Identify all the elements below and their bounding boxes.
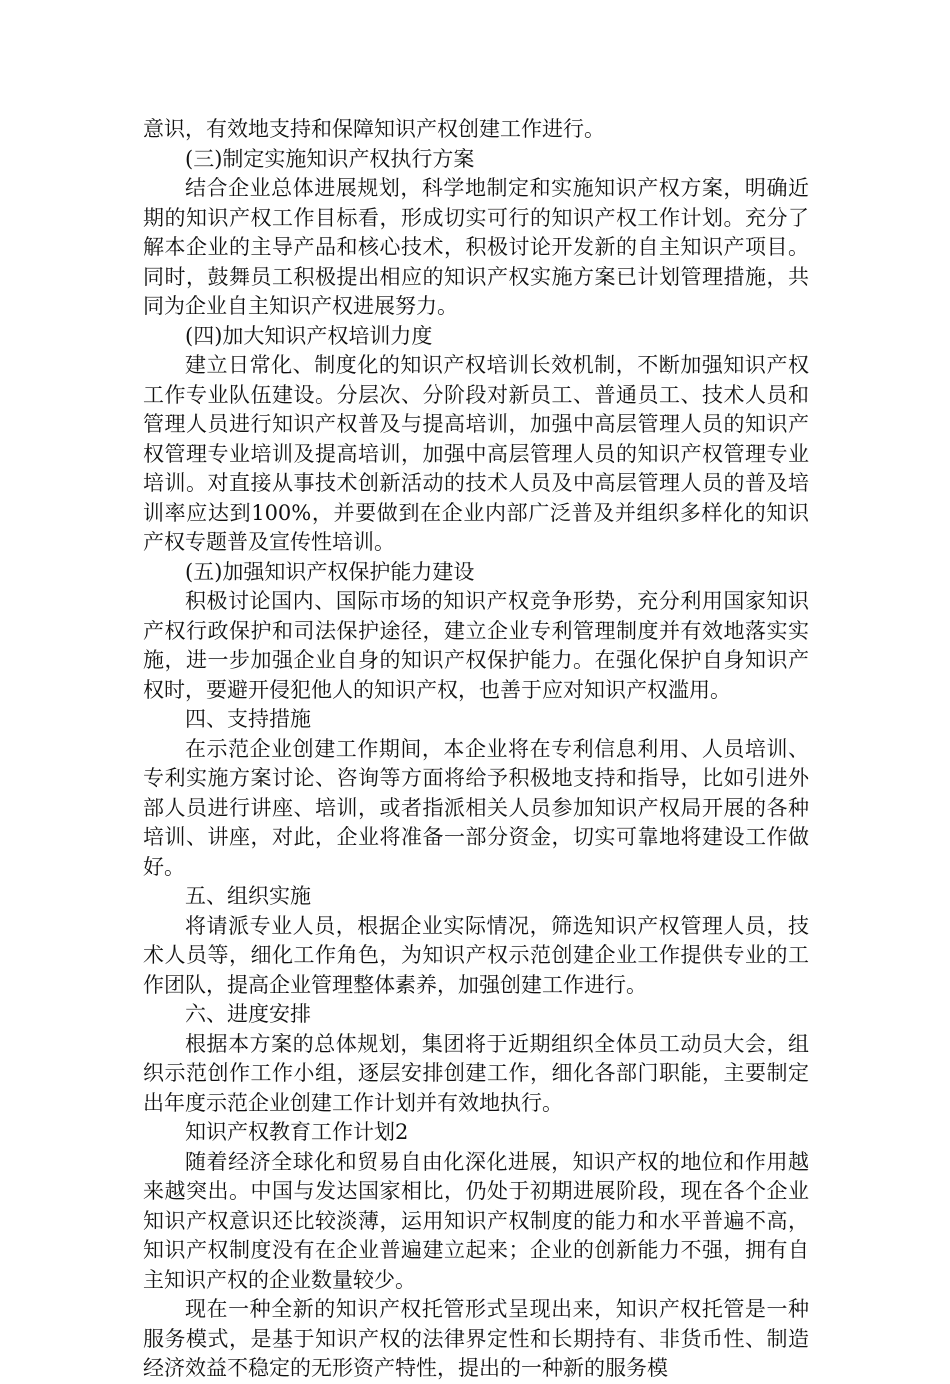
paragraph: 随着经济全球化和贸易自由化深化进展，知识产权的地位和作用越来越突出。中国与发达国家相比，仍处于初期进展阶段，现在各个企业知识产权意识还比较淡薄，运用知识产权制度的能力和水平普遍不高，知识产权制度没有在企业普遍建立起来；企业的创新能力不强，拥有自主知识产权的企业数量较少。 xyxy=(143,1149,809,1292)
plan-title: 知识产权教育工作计划2 xyxy=(185,1120,409,1144)
section-heading-implementation: 五、组织实施 xyxy=(185,884,311,908)
paragraph: 将请派专业人员，根据企业实际情况，筛选知识产权管理人员，技术人员等，细化工作角色，为知识产权示范创建企业工作提供专业的工作团队，提高企业管理整体素养，加强创建工作进行。 xyxy=(143,913,809,997)
paragraph: 在示范企业创建工作期间，本企业将在专利信息利用、人员培训、专利实施方案讨论、咨询等方面将给予积极地支持和指导，比如引进外部人员进行讲座、培训，或者指派相关人员参加知识产权局开展的各种培训、讲座，对此，企业将准备一部分资金，切实可靠地将建设工作做好。 xyxy=(143,736,809,879)
section-heading-support: 四、支持措施 xyxy=(185,707,311,731)
document-page xyxy=(143,115,809,1384)
paragraph: 积极讨论国内、国际市场的知识产权竞争形势，充分利用国家知识产权行政保护和司法保护途径，建立企业专利管理制度并有效地落实实施，进一步加强企业自身的知识产权保护能力。在强化保护自身知识产权时，要避开侵犯他人的知识产权，也善于应对知识产权滥用。 xyxy=(143,589,809,702)
section-heading-5: (五)加强知识产权保护能力建设 xyxy=(185,559,475,584)
section-heading-3: (三)制定实施知识产权执行方案 xyxy=(185,146,475,171)
paragraph: 根据本方案的总体规划，集团将于近期组织全体员工动员大会，组织示范创作工作小组，逐层安排创建工作，细化各部门职能，主要制定出年度示范企业创建工作计划并有效地执行。 xyxy=(143,1031,809,1115)
paragraph: 现在一种全新的知识产权托管形式呈现出来，知识产权托管是一种服务模式，是基于知识产权的法律界定性和长期持有、非货币性、制造经济效益不稳定的无形资产特性，提出的一种新的服务模 xyxy=(143,1297,809,1380)
paragraph-continuation: 意识，有效地支持和保障知识产权创建工作进行。 xyxy=(143,117,605,141)
section-heading-4: (四)加大知识产权培训力度 xyxy=(185,323,433,348)
section-heading-schedule: 六、进度安排 xyxy=(185,1002,311,1026)
paragraph: 结合企业总体进展规划，科学地制定和实施知识产权方案，明确近期的知识产权工作目标看，形成切实可行的知识产权工作计划。充分了解本企业的主导产品和核心技术，积极讨论开发新的自主知识产项目。同时，鼓舞员工积极提出相应的知识产权实施方案已计划管理措施，共同为企业自主知识产权进展努力。 xyxy=(143,176,809,318)
paragraph: 建立日常化、制度化的知识产权培训长效机制，不断加强知识产权工作专业队伍建设。分层次、分阶段对新员工、普通员工、技术人员和管理人员进行知识产权普及与提高培训，加强中高层管理人员的知识产权管理专业培训及提高培训，加强中高层管理人员的知识产权管理专业培训。对直接从事技术创新活动的技术人员及中高层管理人员的普及培训率应达到100%，并要做到在企业内部广泛普及并组织多样化的知识产权专题普及宣传性培训。 xyxy=(143,353,809,554)
